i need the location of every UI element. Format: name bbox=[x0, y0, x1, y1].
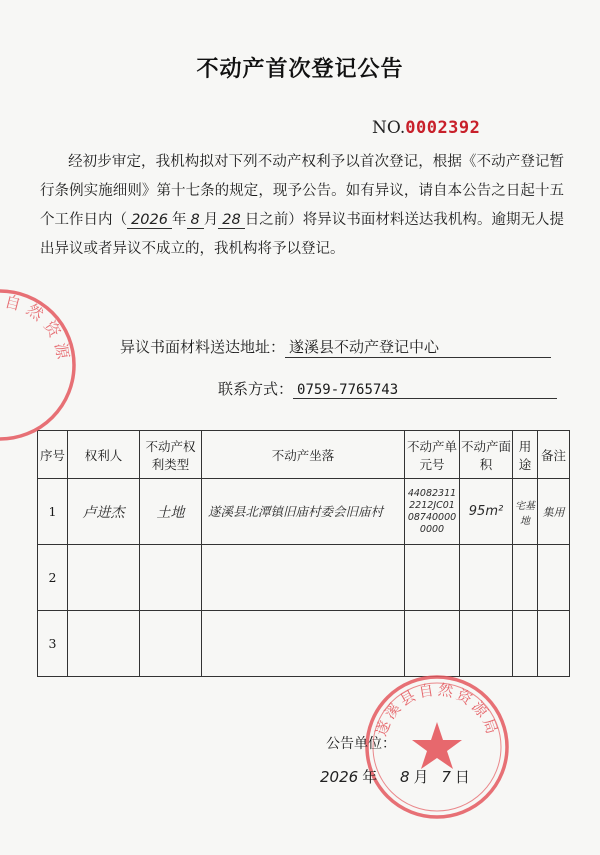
cell-seq: 2 bbox=[38, 545, 68, 611]
cell-unit-no: 440823112212JC01087400000000 bbox=[405, 479, 460, 545]
cell-seq: 3 bbox=[38, 611, 68, 677]
seal-star-icon bbox=[412, 722, 462, 769]
cell-usage: 宅基地 bbox=[513, 479, 538, 545]
cell-holder bbox=[68, 611, 140, 677]
table-row bbox=[38, 479, 570, 545]
table-row bbox=[38, 611, 570, 677]
cell-note: 集用 bbox=[538, 479, 570, 545]
cell-usage bbox=[513, 611, 538, 677]
cell-area: 95m² bbox=[460, 479, 513, 545]
col-note: 备注 bbox=[538, 431, 570, 479]
serial-value: 0002392 bbox=[405, 118, 481, 138]
col-area: 不动产面积 bbox=[460, 431, 513, 479]
issue-month-unit: 月 bbox=[413, 768, 429, 786]
table-row bbox=[38, 545, 570, 611]
issuer-label: 公告单位： bbox=[326, 736, 396, 752]
contact-info bbox=[218, 378, 557, 399]
cell-seq: 1 bbox=[38, 479, 68, 545]
contact-label: 联系方式： bbox=[218, 380, 294, 398]
objection-label: 异议书面材料送达地址： bbox=[120, 338, 286, 356]
objection-address bbox=[120, 336, 551, 358]
serial-prefix: NO. bbox=[372, 118, 406, 138]
cell-location: 遂溪县北潭镇旧庙村委会旧庙村 bbox=[202, 479, 405, 545]
deadline-day: 28 bbox=[218, 212, 244, 229]
cell-location bbox=[202, 611, 405, 677]
body-part2: 日之前）将异议书面材料送达我机构。逾期无人提出异议或者异议不成立的，我机构将予以登记。 bbox=[40, 212, 565, 257]
issue-date bbox=[316, 766, 470, 787]
contact-value: 0759-7765743 bbox=[293, 382, 557, 399]
body-part1: 经初步审定，我机构拟对下列不动产权利予以首次登记，根据《不动产登记暂行条例实施细则》第十七条的规定，现予公告。如有异议，请自本公告之日起十五个工作日内（ bbox=[40, 154, 564, 228]
deadline-year-unit: 年 bbox=[171, 212, 187, 228]
issue-month: 8 bbox=[399, 768, 410, 786]
official-seal-left bbox=[0, 285, 80, 445]
deadline-month-unit: 月 bbox=[203, 212, 219, 228]
col-usage: 用途 bbox=[513, 431, 538, 479]
notice-body bbox=[40, 148, 564, 264]
table-header-row bbox=[38, 431, 570, 479]
cell-note bbox=[538, 545, 570, 611]
cell-right-type bbox=[140, 545, 202, 611]
cell-note bbox=[538, 611, 570, 677]
registration-table bbox=[37, 430, 570, 677]
col-right-type: 不动产权利类型 bbox=[140, 431, 202, 479]
issue-day-unit: 日 bbox=[454, 768, 470, 786]
cell-usage bbox=[513, 545, 538, 611]
cell-right-type bbox=[140, 611, 202, 677]
col-location: 不动产坐落 bbox=[202, 431, 405, 479]
issue-year: 2026 bbox=[320, 768, 359, 786]
seal-left-text: 自然资源 bbox=[2, 291, 74, 367]
cell-holder bbox=[68, 545, 140, 611]
cell-right-type: 土地 bbox=[140, 479, 202, 545]
col-unit-no: 不动产单元号 bbox=[405, 431, 460, 479]
issue-year-unit: 年 bbox=[362, 768, 378, 786]
col-seq: 序号 bbox=[38, 431, 68, 479]
cell-area bbox=[460, 611, 513, 677]
cell-unit-no bbox=[405, 545, 460, 611]
cell-unit-no bbox=[405, 611, 460, 677]
cell-location bbox=[202, 545, 405, 611]
seal-right-text: 遂溪县自然资源局 bbox=[372, 680, 503, 740]
cell-holder: 卢进杰 bbox=[68, 479, 140, 545]
deadline-month: 8 bbox=[187, 212, 204, 229]
serial-number bbox=[372, 118, 480, 138]
issue-day: 7 bbox=[441, 768, 451, 786]
cell-area bbox=[460, 545, 513, 611]
deadline-year: 2026 bbox=[127, 212, 172, 229]
col-holder: 权利人 bbox=[68, 431, 140, 479]
page-title: 不动产首次登记公告 bbox=[196, 56, 404, 82]
objection-value: 遂溪县不动产登记中心 bbox=[285, 336, 551, 358]
